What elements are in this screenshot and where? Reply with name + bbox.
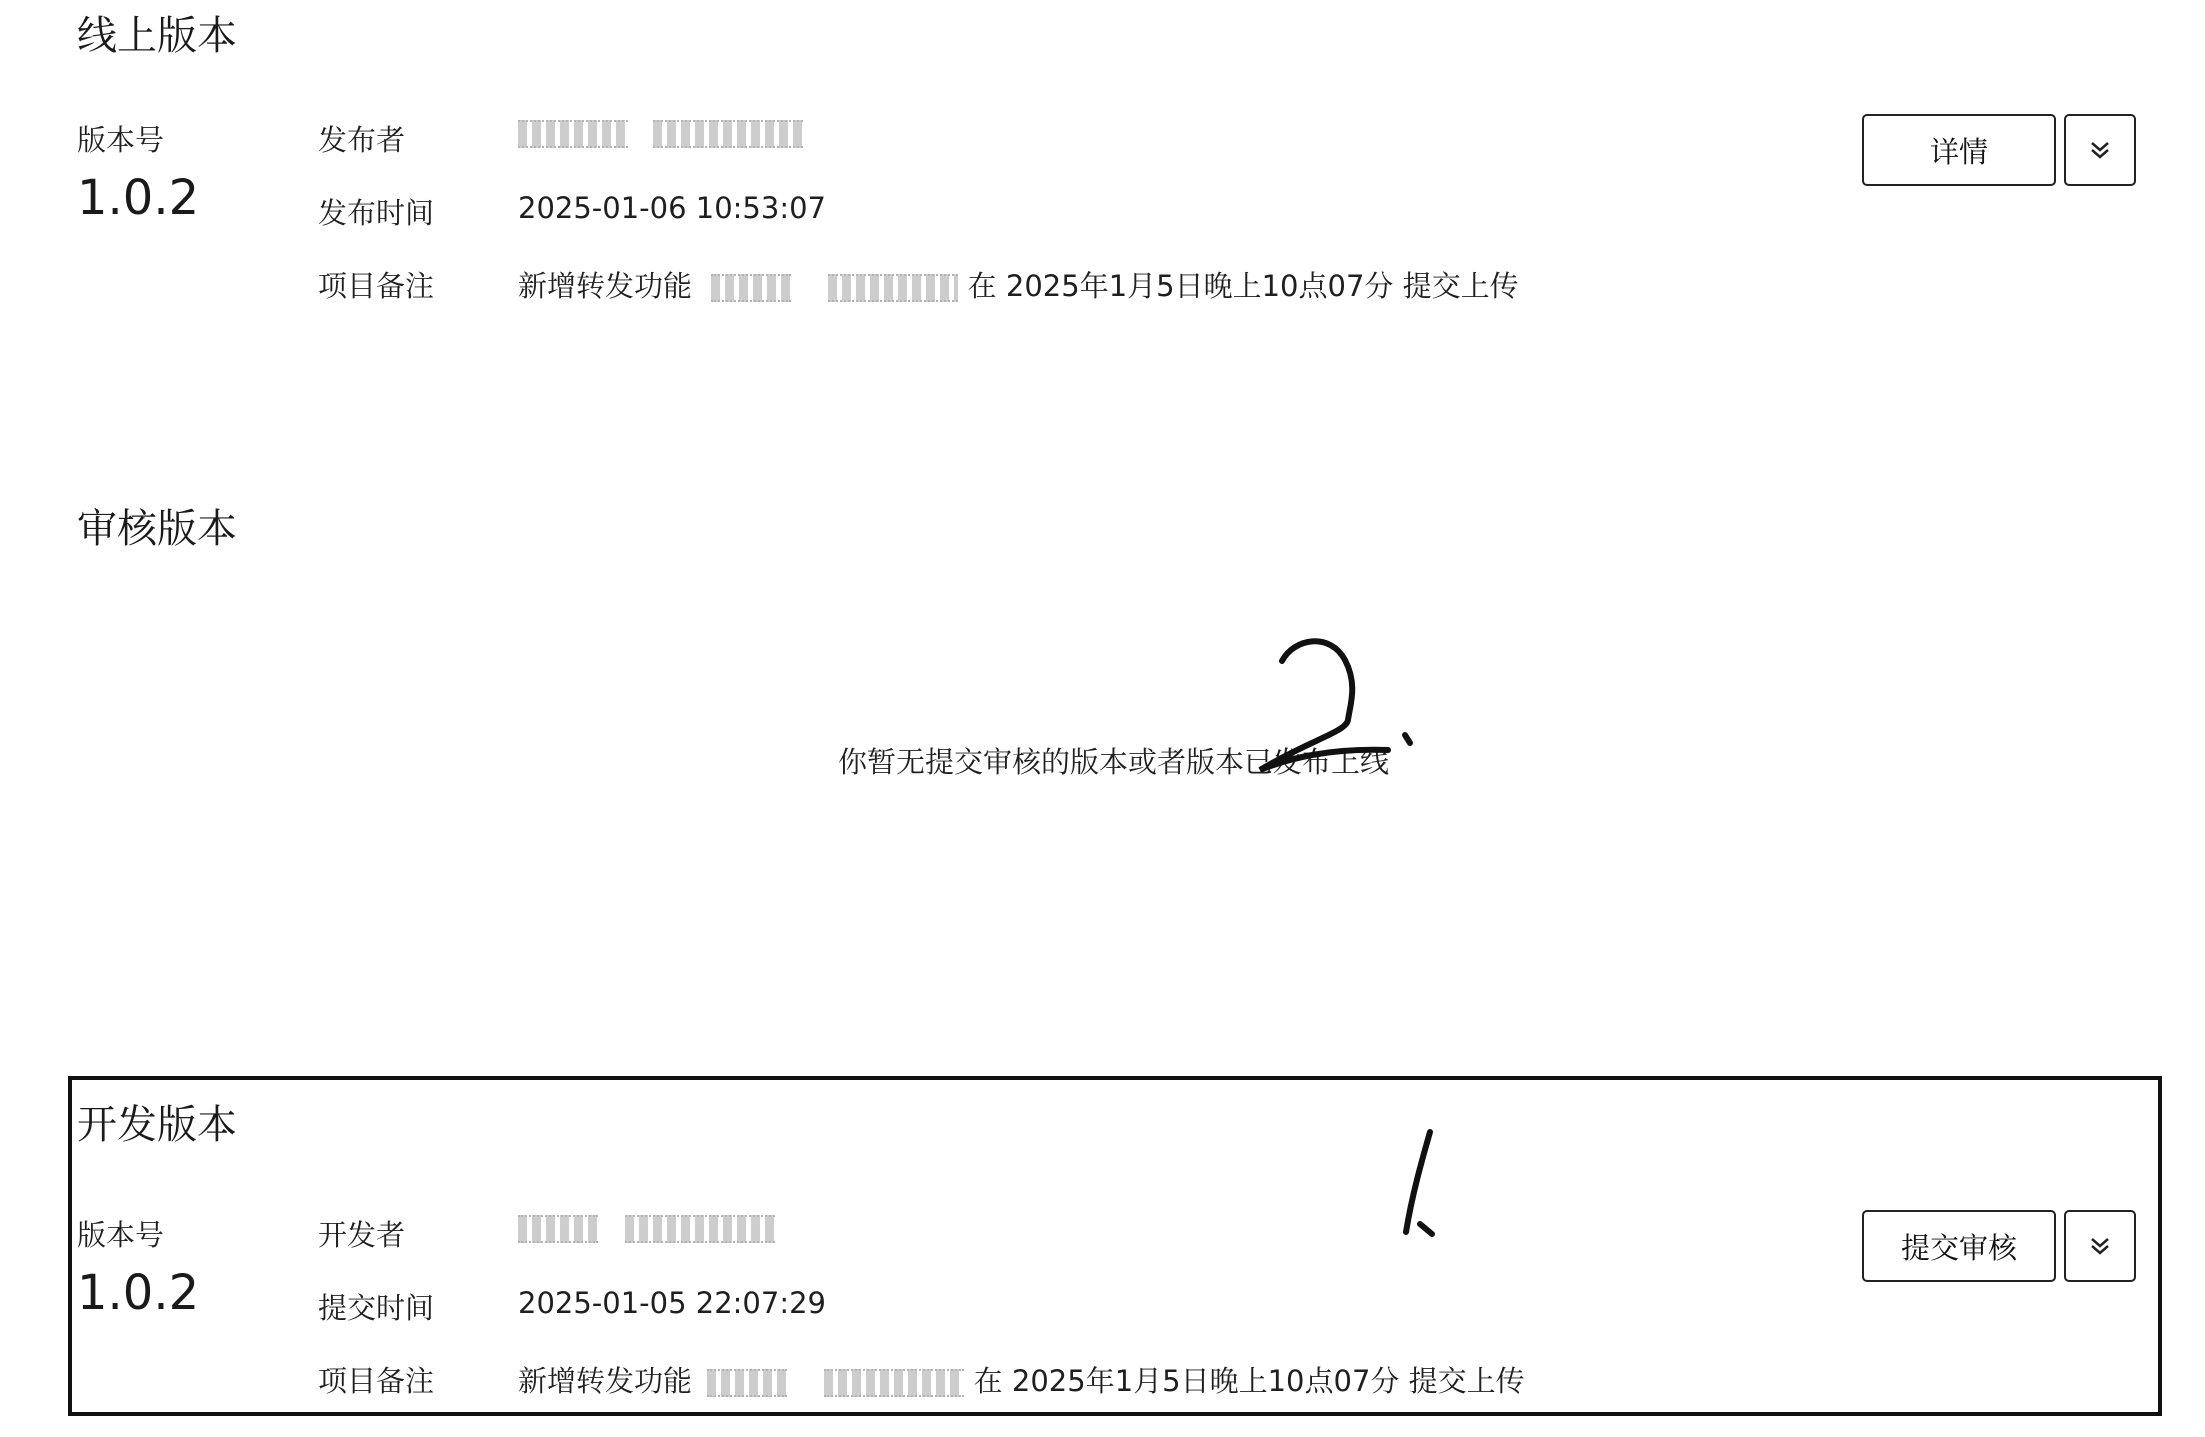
dev-developer-label: 开发者 xyxy=(318,1218,406,1252)
dev-more-dropdown[interactable] xyxy=(2064,1210,2136,1282)
online-note-prefix: 新增转发功能 xyxy=(518,269,693,303)
dev-version-number: 1.0.2 xyxy=(77,1265,200,1321)
online-note-label: 项目备注 xyxy=(318,269,435,303)
dev-note-prefix: 新增转发功能 xyxy=(518,1364,693,1398)
dev-time-value: 2025-01-05 22:07:29 xyxy=(518,1286,826,1320)
online-publisher-label: 发布者 xyxy=(318,123,406,157)
online-note-redacted-2 xyxy=(828,274,958,302)
online-section-title: 线上版本 xyxy=(77,13,237,59)
dev-note-suffix: 在 2025年1月5日晚上10点07分 提交上传 xyxy=(973,1364,1525,1398)
online-publisher-redacted xyxy=(518,120,803,148)
dev-version-label: 版本号 xyxy=(77,1218,165,1252)
submit-review-button[interactable]: 提交审核 xyxy=(1862,1210,2056,1282)
online-time-label: 发布时间 xyxy=(318,196,435,230)
online-more-dropdown[interactable] xyxy=(2064,114,2136,186)
dev-note-value xyxy=(518,1359,1525,1400)
dev-time-label: 提交时间 xyxy=(318,1291,435,1325)
online-version-number: 1.0.2 xyxy=(77,170,200,226)
handwritten-mark-1 xyxy=(1390,1120,1470,1250)
chevron-double-down-icon xyxy=(2087,139,2113,161)
dev-developer-redacted xyxy=(518,1215,775,1243)
review-empty-message: 你暂无提交审核的版本或者版本已发布上线 xyxy=(838,745,1390,779)
dev-note-redacted-1 xyxy=(707,1369,787,1397)
online-note-suffix: 在 2025年1月5日晚上10点07分 提交上传 xyxy=(967,269,1519,303)
online-note-value xyxy=(518,264,1519,305)
online-version-label: 版本号 xyxy=(77,123,165,157)
details-button[interactable]: 详情 xyxy=(1862,114,2056,186)
dev-section-title: 开发版本 xyxy=(77,1102,237,1148)
dev-note-label: 项目备注 xyxy=(318,1364,435,1398)
handwritten-mark-2 xyxy=(1250,630,1430,780)
online-time-value: 2025-01-06 10:53:07 xyxy=(518,191,826,225)
online-note-redacted-1 xyxy=(711,274,791,302)
chevron-double-down-icon xyxy=(2087,1235,2113,1257)
review-section-title: 审核版本 xyxy=(77,506,237,552)
dev-note-redacted-2 xyxy=(824,1369,964,1397)
